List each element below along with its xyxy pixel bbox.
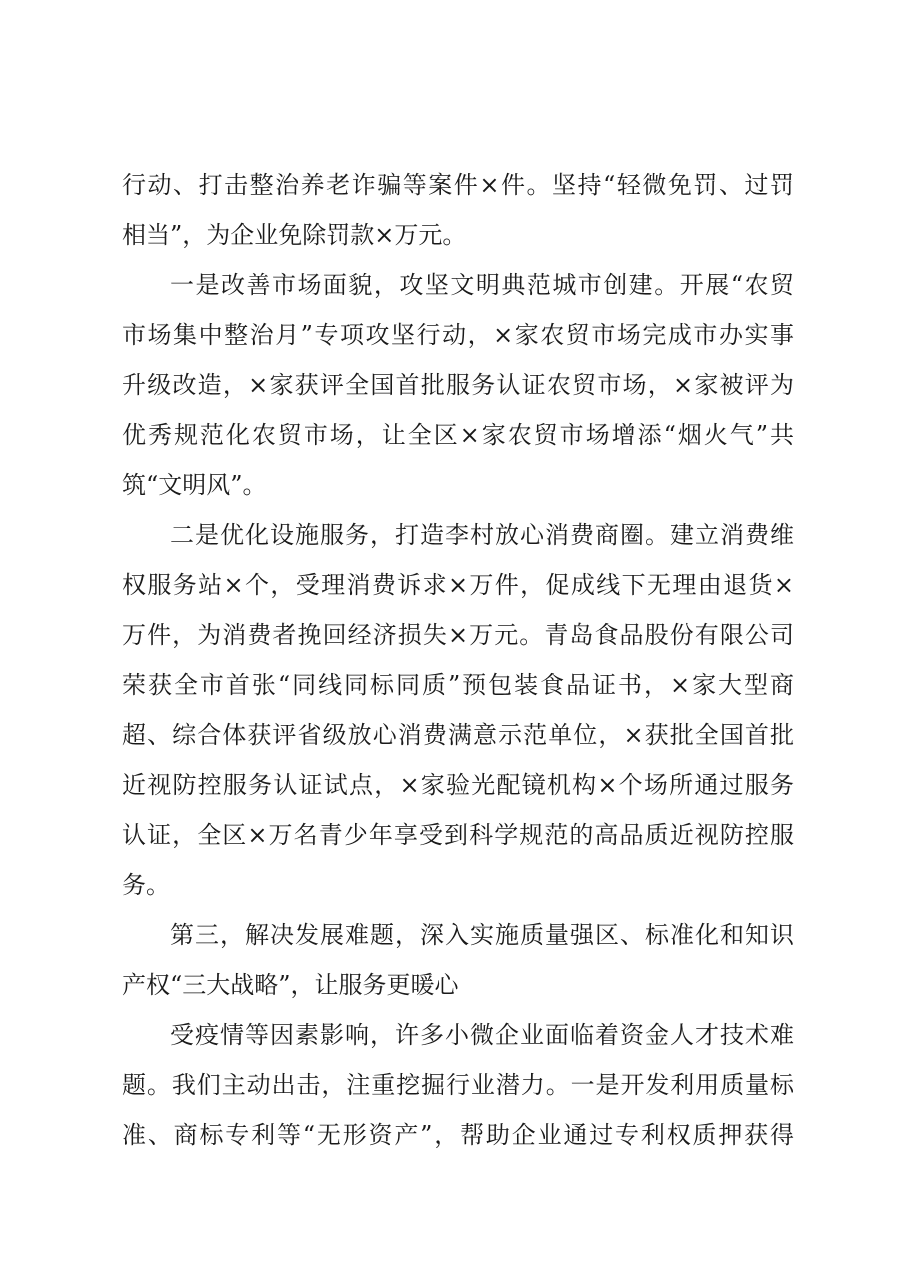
text-line: 权服务站×个，受理消费诉求×万件，促成线下无理由退货× xyxy=(122,571,794,599)
text-line: 务。 xyxy=(122,871,170,899)
text-line: 市场集中整治月”专项攻坚行动，×家农贸市场完成市办实事 xyxy=(122,321,794,349)
text-line: 相当”，为企业免除罚款×万元。 xyxy=(122,221,467,249)
text-line: 荣获全市首张“同线同标同质”预包装食品证书，×家大型商 xyxy=(122,671,794,699)
section-heading-line: 第三，解决发展难题，深入实施质量强区、标准化和知识 xyxy=(170,921,794,949)
text-line: 近视防控服务认证试点，×家验光配镜机构×个场所通过服务 xyxy=(122,771,794,799)
paragraph-start-line: 受疫情等因素影响，许多小微企业面临着资金人才技术难 xyxy=(170,1021,794,1049)
text-line: 筑“文明风”。 xyxy=(122,471,267,499)
text-line: 认证，全区×万名青少年享受到科学规范的高品质近视防控服 xyxy=(122,821,794,849)
paragraph-start-line: 二是优化设施服务，打造李村放心消费商圈。建立消费维 xyxy=(170,521,794,549)
text-line: 行动、打击整治养老诈骗等案件×件。坚持“轻微免罚、过罚 xyxy=(122,171,794,199)
text-line: 万件，为消费者挽回经济损失×万元。青岛食品股份有限公司 xyxy=(122,621,794,649)
text-line: 优秀规范化农贸市场，让全区×家农贸市场增添“烟火气”共 xyxy=(122,421,794,449)
text-line: 题。我们主动出击，注重挖掘行业潜力。一是开发利用质量标 xyxy=(122,1071,794,1099)
text-line: 准、商标专利等“无形资产”，帮助企业通过专利权质押获得 xyxy=(122,1121,794,1149)
text-line: 升级改造，×家获评全国首批服务认证农贸市场，×家被评为 xyxy=(122,371,794,399)
paragraph-start-line: 一是改善市场面貌，攻坚文明典范城市创建。开展“农贸 xyxy=(170,271,794,299)
section-heading-line: 产权“三大战略”，让服务更暖心 xyxy=(122,971,459,999)
text-line: 超、综合体获评省级放心消费满意示范单位，×获批全国首批 xyxy=(122,721,794,749)
